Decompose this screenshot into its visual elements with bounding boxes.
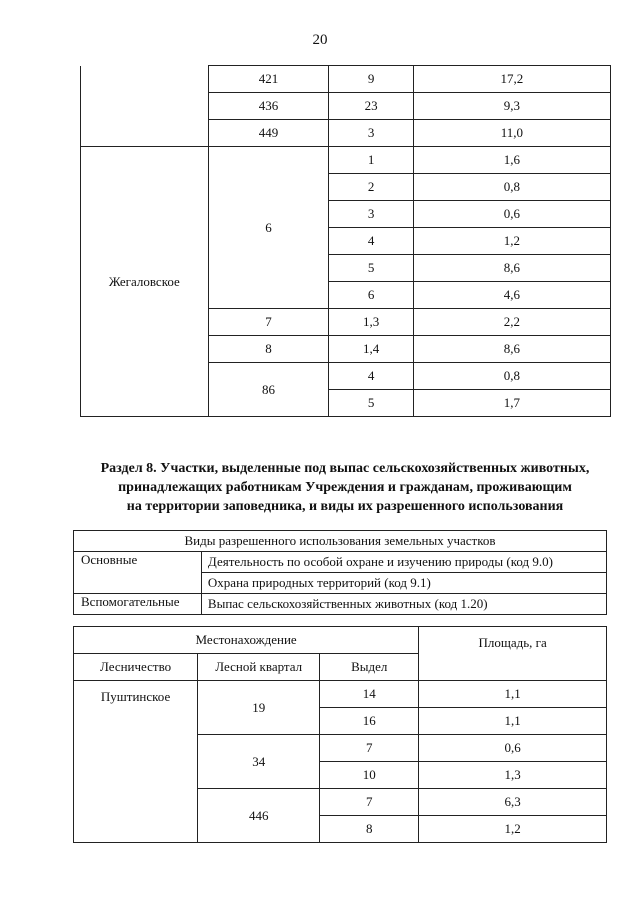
- kvartal-cell: 446: [198, 789, 320, 843]
- kvartal-cell: 6: [208, 147, 329, 309]
- main-usage-value: Охрана природных территорий (код 9.1): [201, 573, 606, 594]
- table-continuation: [80, 65, 611, 417]
- col-header-kvartal: Лесной квартал: [198, 654, 320, 681]
- kvartal-cell: 86: [208, 363, 329, 417]
- table-row: [81, 66, 611, 93]
- table-row: [81, 147, 611, 174]
- vydel-cell: 4: [329, 363, 413, 390]
- table-row: [74, 681, 607, 708]
- kvartal-cell: 421: [208, 66, 329, 93]
- kvartal-cell: 436: [208, 93, 329, 120]
- area-cell: 11,0: [413, 120, 610, 147]
- area-cell: 1,3: [419, 762, 607, 789]
- area-cell: 17,2: [413, 66, 610, 93]
- col-header-forestry: Лесничество: [74, 654, 198, 681]
- area-cell: 1,1: [419, 708, 607, 735]
- table-row: [74, 627, 607, 654]
- area-cell: 2,2: [413, 309, 610, 336]
- area-cell: 0,6: [413, 201, 610, 228]
- vydel-cell: 1,4: [329, 336, 413, 363]
- vydel-cell: 6: [329, 282, 413, 309]
- kvartal-cell: 19: [198, 681, 320, 735]
- area-cell: 1,2: [419, 816, 607, 843]
- area-cell: 0,8: [413, 174, 610, 201]
- area-header: Площадь, га: [419, 627, 607, 681]
- plots-table: [73, 626, 607, 843]
- area-cell: 0,6: [419, 735, 607, 762]
- area-cell: 8,6: [413, 336, 610, 363]
- kvartal-cell: 449: [208, 120, 329, 147]
- kvartal-cell: 8: [208, 336, 329, 363]
- vydel-cell: 1: [329, 147, 413, 174]
- area-cell: 0,8: [413, 363, 610, 390]
- vydel-cell: 1,3: [329, 309, 413, 336]
- location-header: Местонахождение: [74, 627, 419, 654]
- vydel-cell: 23: [329, 93, 413, 120]
- vydel-cell: 3: [329, 120, 413, 147]
- forestry-cell: Жегаловское: [81, 147, 209, 417]
- vydel-cell: 5: [329, 390, 413, 417]
- vydel-cell: 16: [320, 708, 419, 735]
- vydel-cell: 2: [329, 174, 413, 201]
- forestry-cell: Пуштинское: [74, 681, 198, 843]
- area-cell: 1,7: [413, 390, 610, 417]
- area-cell: 8,6: [413, 255, 610, 282]
- vydel-cell: 10: [320, 762, 419, 789]
- main-usage-label: Основные: [74, 552, 202, 594]
- area-cell: 1,2: [413, 228, 610, 255]
- kvartal-cell: 7: [208, 309, 329, 336]
- section-title: [70, 459, 620, 516]
- vydel-cell: 5: [329, 255, 413, 282]
- section-title-line: на территории заповедника, и виды их разрешенного использования: [126, 499, 564, 514]
- table-row: [74, 531, 607, 552]
- vydel-cell: 3: [329, 201, 413, 228]
- area-cell: 9,3: [413, 93, 610, 120]
- area-cell: 4,6: [413, 282, 610, 309]
- table-row: [74, 552, 607, 573]
- usage-table-header: Виды разрешенного использования земельных участков: [74, 531, 607, 552]
- page-number: 20: [312, 32, 328, 48]
- table-row: [74, 594, 607, 615]
- kvartal-cell: 34: [198, 735, 320, 789]
- vydel-cell: 7: [320, 789, 419, 816]
- col-header-vydel: Выдел: [320, 654, 419, 681]
- section-title-line: Раздел 8. Участки, выделенные под выпас сельскохозяйственных животных,: [100, 461, 590, 476]
- usage-table: [73, 530, 607, 615]
- aux-usage-label: Вспомогательные: [74, 594, 202, 615]
- vydel-cell: 4: [329, 228, 413, 255]
- area-cell: 1,1: [419, 681, 607, 708]
- vydel-cell: 7: [320, 735, 419, 762]
- main-usage-value: Деятельность по особой охране и изучению природы (код 9.0): [201, 552, 606, 573]
- aux-usage-value: Выпас сельскохозяйственных животных (код 1.20): [201, 594, 606, 615]
- vydel-cell: 8: [320, 816, 419, 843]
- area-cell: 1,6: [413, 147, 610, 174]
- area-cell: 6,3: [419, 789, 607, 816]
- empty-forestry-cell: [81, 66, 209, 147]
- vydel-cell: 14: [320, 681, 419, 708]
- vydel-cell: 9: [329, 66, 413, 93]
- section-title-line: принадлежащих работникам Учреждения и гражданам, проживающим: [118, 480, 572, 495]
